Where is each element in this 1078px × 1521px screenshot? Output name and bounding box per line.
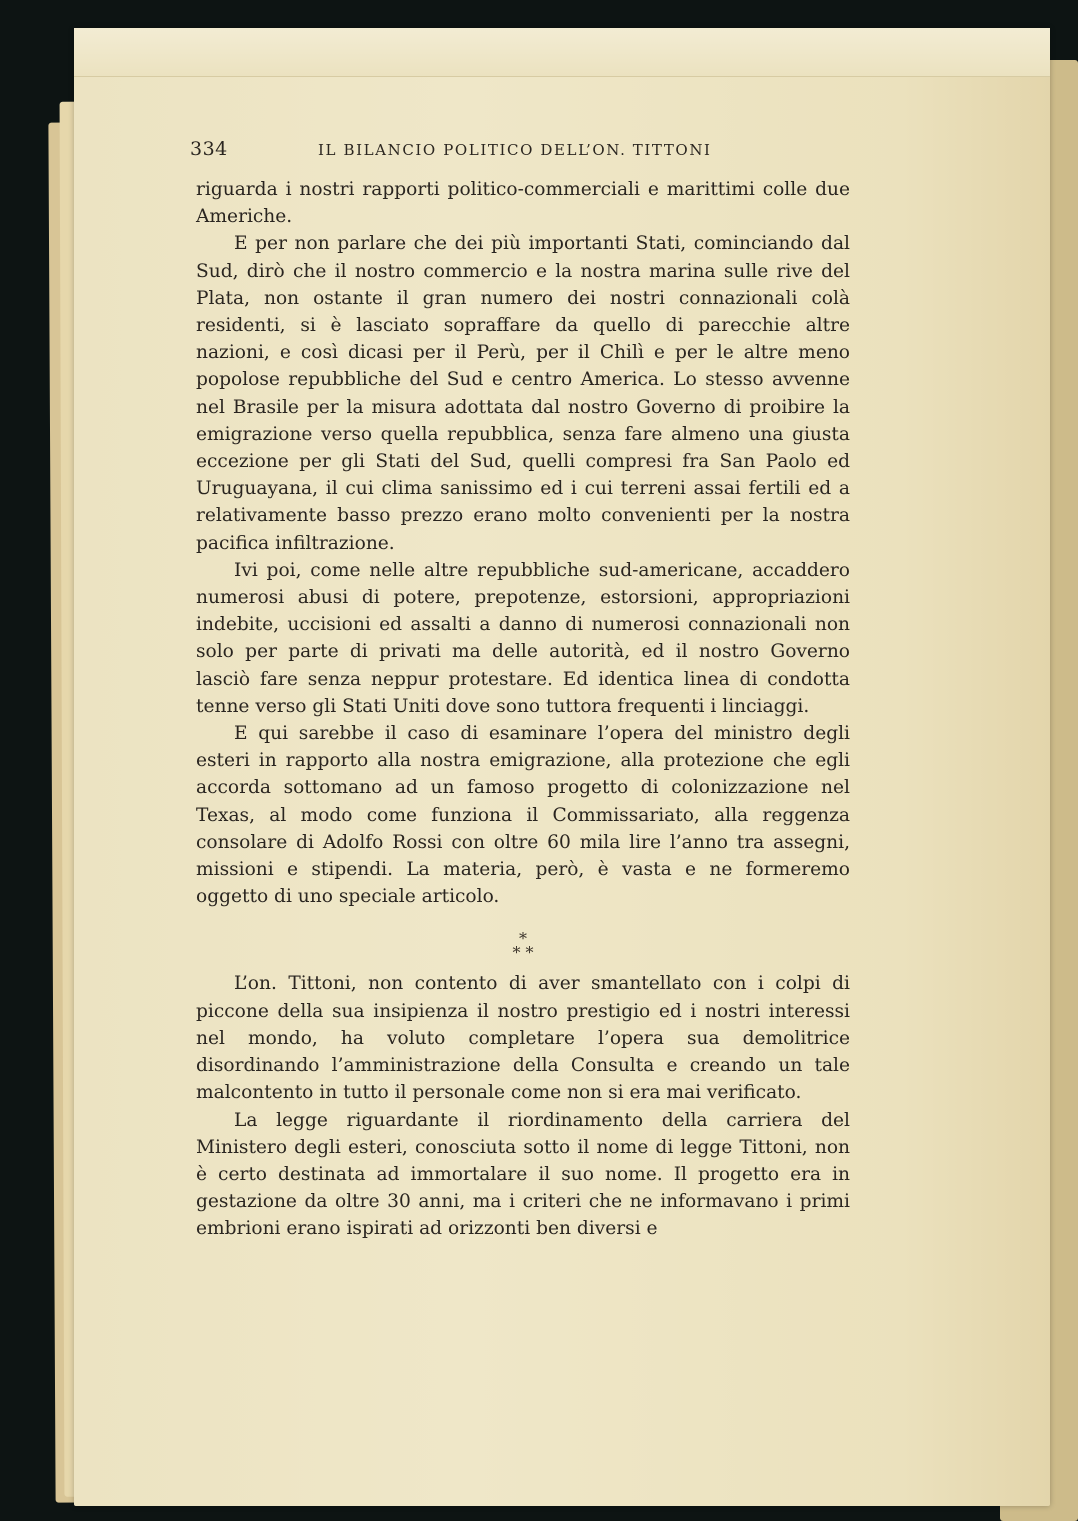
running-title: IL BILANCIO POLITICO DELL’ON. TITTONI <box>318 141 712 159</box>
separator-bottom-stars: * * <box>512 943 534 963</box>
paragraph: La legge riguardante il riordinamento della carriera del Ministero degli esteri, conosciuta sotto il nome di legge Tittoni, non è certo destinata ad immortalare il suo nome. Il progetto era in gestazione da oltre 30 anni, ma i criteri che ne informavano i primi embrioni erano ispirati ad orizzonti ben diversi e <box>196 1109 850 1240</box>
body-text <box>196 176 850 1243</box>
separator-top-star: * <box>519 929 527 949</box>
paragraph: Ivi poi, come nelle altre repubbliche sud-americane, accaddero numerosi abusi di potere, prepotenze, estorsioni, appropriazioni indebite, uccisioni ed assalti a danno di numerosi connazionali non solo per parte di privati ma delle autorità, ed il nostro Governo lasciò fare senza neppur protestare. Ed identica linea di condotta tenne verso gli Stati Uniti dove sono tuttora frequenti i linciaggi. <box>196 559 850 717</box>
section-separator <box>196 910 850 970</box>
paragraph: L’on. Tittoni, non contento di aver smantellato con i colpi di piccone della sua insipienza il nostro prestigio ed i nostri interessi nel mondo, ha voluto completare l’opera sua demolitrice disordinando l’amministrazione della Consulta e creando un tale malcontento in tutto il personale come non si era mai verificato. <box>196 973 850 1104</box>
page-top-edge <box>74 28 1050 77</box>
paragraph: E qui sarebbe il caso di esaminare l’opera del ministro degli esteri in rapporto alla nostra emigrazione, alla protezione che egli accorda sottomano ad un famoso progetto di colonizzazione nel Texas, al modo come funziona il Commissariato, alla reggenza consolare di Adolfo Rossi con oltre 60 mila lire l’anno tra assegni, missioni e stipendi. La materia, però, è vasta e ne formeremo oggetto di uno speciale articolo. <box>196 723 850 908</box>
paragraph: riguarda i nostri rapporti politico-commerciali e marittimi colle due Americhe. <box>196 179 850 228</box>
paragraph: E per non parlare che dei più importanti Stati, cominciando dal Sud, dirò che il nostro commercio e la nostra marina sulle rive del Plata, non ostante il gran numero dei nostri connazionali colà residenti, si è lasciato sopraffare da quello di parecchie altre nazioni, e così dicasi per il Perù, per il Chilì e per le altre meno popolose repubbliche del Sud e centro America. Lo stesso avvenne nel Brasile per la misura adottata dal nostro Governo di proibire la emigrazione verso quella repubblica, senza fare almeno una giusta eccezione per gli Stati del Sud, quelli compresi fra San Paolo ed Uruguayana, il cui clima sanissimo ed i cui terreni assai fertili ed a relativamente basso prezzo erano molto convenienti per la nostra pacifica infiltrazione. <box>196 233 850 554</box>
page-number: 334 <box>190 138 228 160</box>
page-header <box>190 138 850 178</box>
